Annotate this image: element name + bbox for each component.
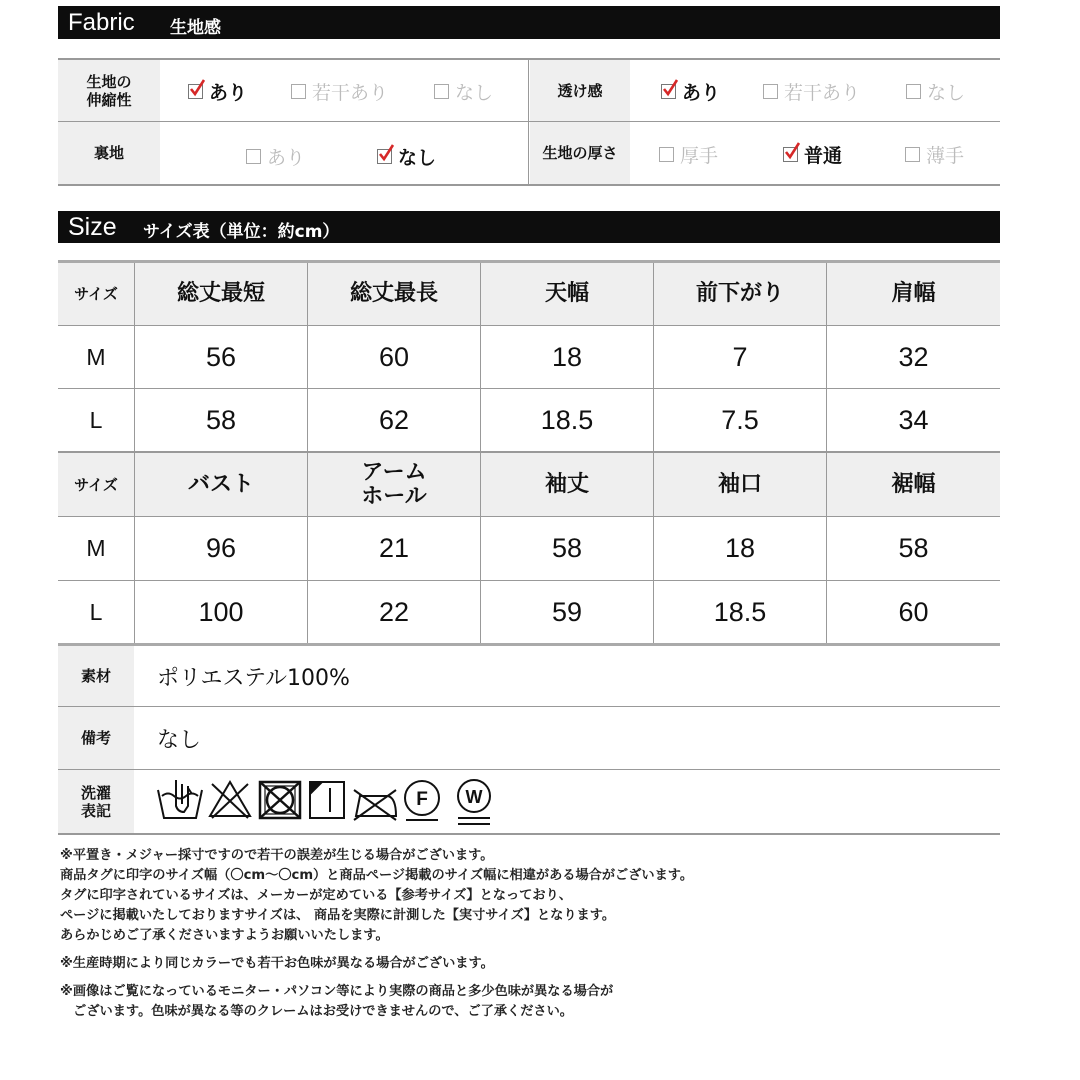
note-line: ※画像はご覧になっているモニター・パソコン等により実際の商品と多少色味が異なる場合が bbox=[60, 984, 614, 999]
table-row-size: L bbox=[89, 598, 103, 625]
do-not-tumble-dry-icon bbox=[260, 782, 300, 818]
option-lining-no: なし bbox=[377, 143, 436, 170]
svg-text:W: W bbox=[465, 787, 483, 807]
option-thickness-thick: 厚手 bbox=[659, 141, 718, 168]
table-cell: 96 bbox=[205, 533, 237, 563]
table-cell: 21 bbox=[378, 533, 410, 563]
size-title-jp: サイズ表（単位：約cm） bbox=[143, 222, 340, 242]
table-cell: 56 bbox=[205, 341, 237, 372]
table-row-size: L bbox=[89, 406, 103, 433]
label-lining: 裏地 bbox=[58, 122, 160, 184]
table-cell: 22 bbox=[378, 596, 410, 627]
table-cell: 58 bbox=[898, 533, 929, 563]
option-sheer-slight: 若干あり bbox=[763, 78, 860, 105]
note-line: あらかじめご了承くださいますようお願いいたします。 bbox=[60, 928, 389, 943]
dry-clean-F-icon bbox=[405, 781, 439, 820]
table-cell: 62 bbox=[378, 404, 410, 435]
option-stretch-none: なし bbox=[434, 78, 493, 105]
table-cell: 7.5 bbox=[721, 404, 759, 435]
note-line: ※平置き・メジャー採寸ですので若干の誤差が生じる場合がございます。 bbox=[60, 848, 494, 863]
remarks-value: なし bbox=[157, 727, 202, 753]
note-line: ページに掲載いたしておりますサイズは、 商品を実際に計測した【実寸サイズ】となります。 bbox=[60, 908, 616, 923]
option-thickness-normal: 普通 bbox=[783, 141, 842, 168]
laundry-symbols bbox=[156, 776, 496, 836]
col-neck-width: 天幅 bbox=[481, 263, 653, 325]
label-thickness: 生地の厚さ bbox=[530, 122, 630, 184]
option-thickness-thin: 薄手 bbox=[905, 141, 964, 168]
label-remarks: 備考 bbox=[58, 707, 134, 769]
table-cell: 60 bbox=[378, 341, 410, 372]
col-shoulder-width: 肩幅 bbox=[827, 263, 1000, 325]
table-cell: 7 bbox=[732, 341, 748, 372]
col-sleeve-length: 袖丈 bbox=[481, 453, 653, 516]
notes bbox=[60, 846, 990, 1022]
label-sheerness: 透け感 bbox=[530, 60, 630, 121]
do-not-iron-icon bbox=[354, 790, 396, 820]
table-cell: 18.5 bbox=[713, 596, 767, 627]
line-dry-shade-icon bbox=[310, 782, 344, 818]
wet-clean-W-icon bbox=[458, 780, 490, 824]
col-cuff-width: 袖口 bbox=[654, 453, 826, 516]
label-stretch: 生地の 伸縮性 bbox=[58, 60, 160, 121]
table-cell: 18 bbox=[724, 533, 756, 563]
fabric-title-en: Fabric bbox=[68, 9, 135, 36]
fabric-title-jp: 生地感 bbox=[170, 18, 221, 38]
size-title-en: Size bbox=[68, 213, 117, 241]
table-cell: 32 bbox=[898, 341, 929, 372]
label-material: 素材 bbox=[58, 646, 134, 706]
svg-text:F: F bbox=[416, 789, 428, 810]
option-sheer-yes: あり bbox=[661, 78, 720, 105]
note-line: タグに印字されているサイズは、メーカーが定めている【参考サイズ】となっており、 bbox=[60, 888, 572, 903]
note-line: ※生産時期により同じカラーでも若干お色味が異なる場合がございます。 bbox=[60, 956, 494, 971]
table-cell: 100 bbox=[198, 596, 244, 627]
option-stretch-yes: あり bbox=[188, 78, 247, 105]
hand-wash-icon bbox=[158, 780, 202, 818]
option-lining-yes: あり bbox=[246, 143, 305, 170]
col-hem-width: 裾幅 bbox=[827, 453, 1000, 516]
label-laundry: 洗濯 表記 bbox=[58, 770, 134, 833]
table-cell: 18 bbox=[551, 341, 583, 372]
fabric-header-bar bbox=[58, 6, 1000, 39]
table-row-size: M bbox=[86, 343, 106, 370]
table-cell: 18.5 bbox=[540, 404, 594, 435]
col-size-header: サイズ bbox=[58, 453, 134, 516]
col-size-header: サイズ bbox=[58, 263, 134, 325]
table-row-size: M bbox=[86, 535, 106, 561]
option-sheer-none: なし bbox=[906, 78, 965, 105]
table-cell: 58 bbox=[205, 404, 237, 435]
table-cell: 59 bbox=[551, 596, 583, 627]
note-line: ございます。色味が異なる等のクレームはお受けできませんので、ご了承ください。 bbox=[60, 1004, 573, 1019]
table-cell: 34 bbox=[898, 404, 929, 435]
col-front-drop: 前下がり bbox=[654, 263, 826, 325]
material-value: ポリエステル100% bbox=[157, 665, 350, 691]
size-header-bar bbox=[58, 211, 1000, 243]
note-line: 商品タグに印字のサイズ幅（〇cm〜〇cm）と商品ページ掲載のサイズ幅に相違がある場合がございます。 bbox=[60, 868, 694, 883]
col-total-length-min: 総丈最短 bbox=[135, 263, 307, 325]
option-stretch-slight: 若干あり bbox=[291, 78, 388, 105]
table-cell: 60 bbox=[898, 596, 929, 627]
col-total-length-max: 総丈最長 bbox=[308, 263, 480, 325]
table-cell: 58 bbox=[551, 533, 583, 563]
col-bust: バスト bbox=[135, 453, 307, 516]
col-armhole: アーム ホール bbox=[308, 453, 480, 516]
do-not-bleach-icon bbox=[210, 782, 250, 818]
